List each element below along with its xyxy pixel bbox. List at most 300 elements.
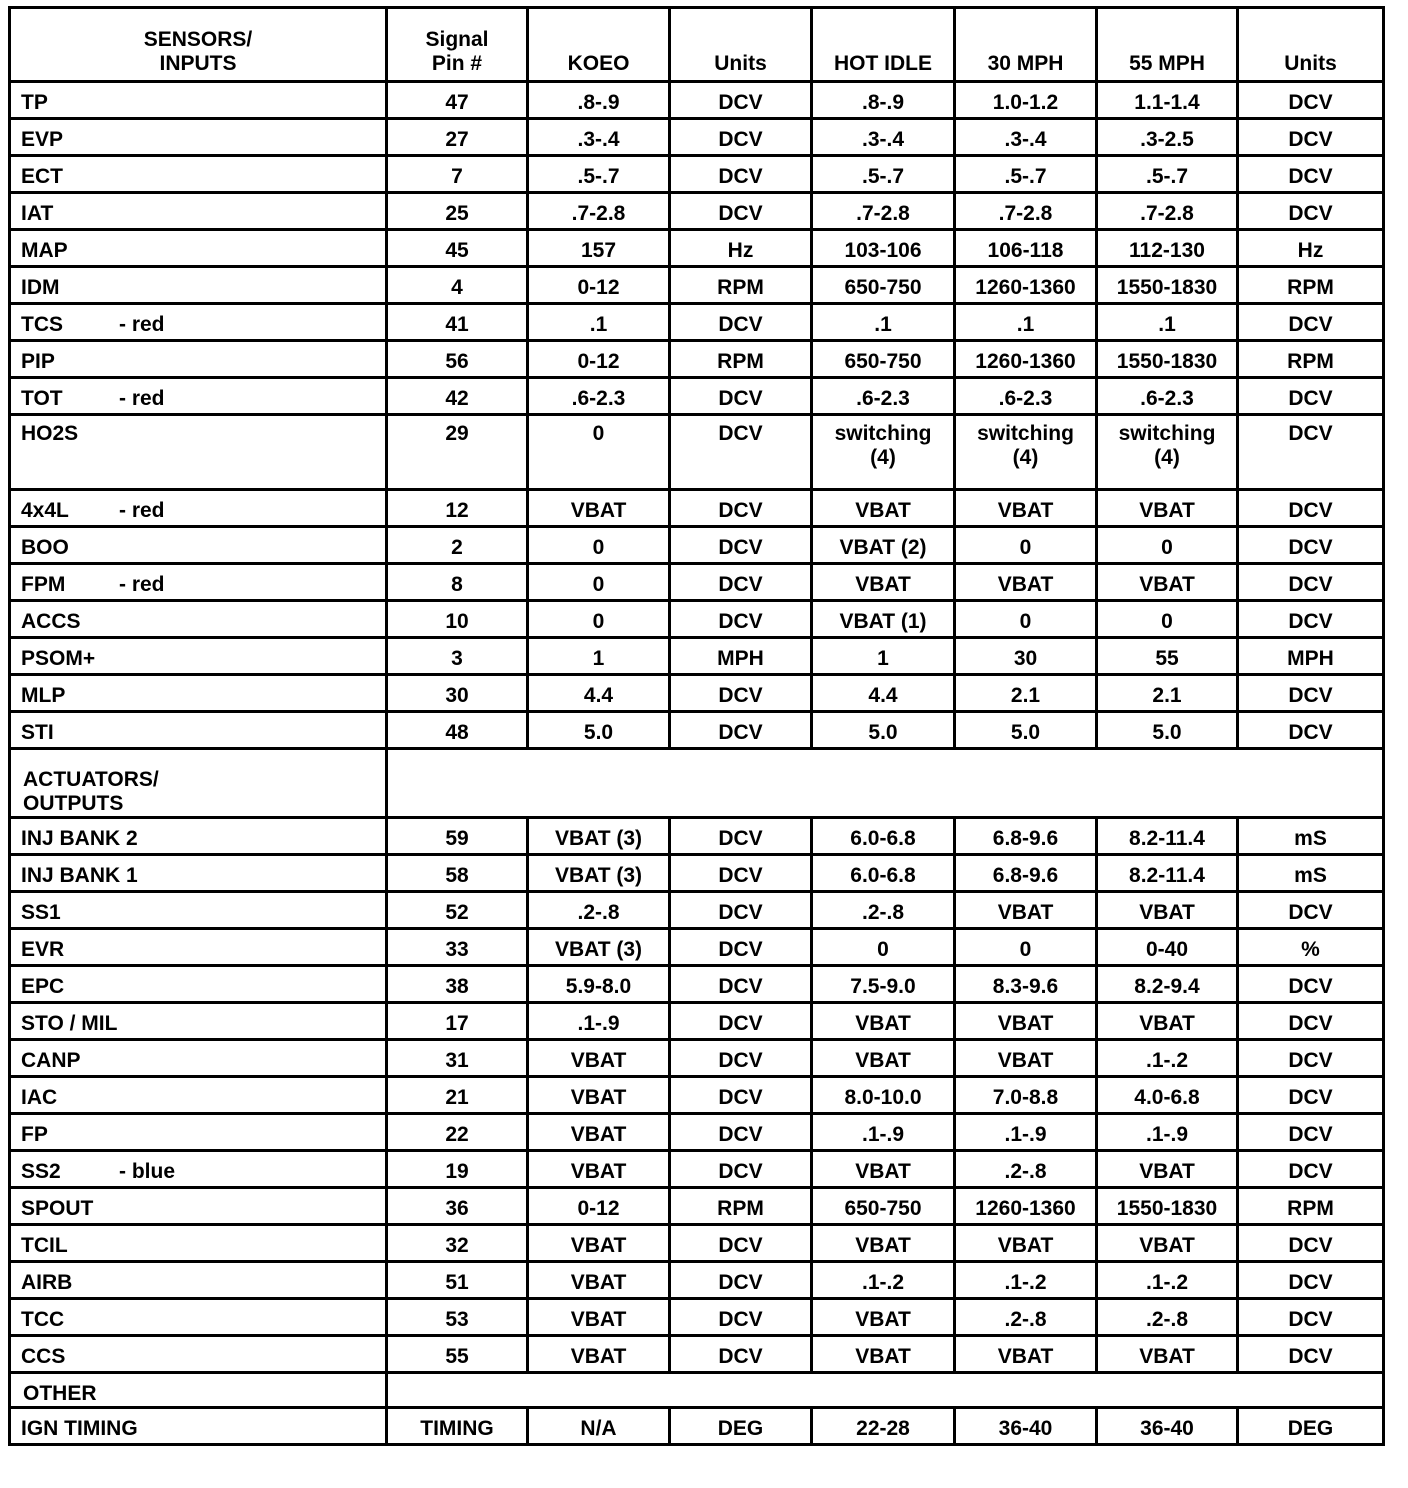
header-koeo: KOEO (528, 8, 670, 82)
signal-pin: 22 (387, 1114, 528, 1151)
section-blank-cell (387, 1373, 1384, 1408)
units: DEG (670, 1408, 812, 1445)
koeo-value: .1 (528, 304, 670, 341)
signal-pin: 25 (387, 193, 528, 230)
hot-idle-value: 6.0-6.8 (812, 855, 955, 892)
signal-name (10, 601, 387, 638)
hot-idle-value: .2-.8 (812, 892, 955, 929)
30-mph-value: .6-2.3 (955, 378, 1097, 415)
55-mph-value: 55 (1097, 638, 1238, 675)
signal-name-label: SS1 (21, 901, 61, 924)
hot-idle-value: VBAT (812, 1299, 955, 1336)
signal-name-label: HO2S (21, 422, 79, 445)
hot-idle-value: VBAT (812, 1040, 955, 1077)
30-mph-value: 2.1 (955, 675, 1097, 712)
signal-name (10, 1225, 387, 1262)
table-row (10, 82, 1384, 119)
signal-name-label: INJ BANK 2 (21, 827, 138, 850)
signal-pin: 36 (387, 1188, 528, 1225)
hot-idle-value: .1-.9 (812, 1114, 955, 1151)
table-row (10, 341, 1384, 378)
table-row (10, 1188, 1384, 1225)
koeo-value: VBAT (528, 1040, 670, 1077)
signal-name (10, 82, 387, 119)
table-row (10, 230, 1384, 267)
55-mph-value: 8.2-11.4 (1097, 818, 1238, 855)
signal-name (10, 1114, 387, 1151)
wire-color-note: - red (119, 313, 165, 336)
header-30-mph: 30 MPH (955, 8, 1097, 82)
signal-name-label: SS2 (21, 1160, 61, 1183)
55-mph-value: 2.1 (1097, 675, 1238, 712)
55-mph-value: 1550-1830 (1097, 341, 1238, 378)
units-2: DCV (1238, 1114, 1384, 1151)
hot-idle-value: 8.0-10.0 (812, 1077, 955, 1114)
koeo-value: 1 (528, 638, 670, 675)
units-2: DCV (1238, 415, 1384, 490)
hot-idle-value: VBAT (812, 1225, 955, 1262)
header-units: Units (670, 8, 812, 82)
hot-idle-value: .1-.2 (812, 1262, 955, 1299)
wire-color-note: - blue (119, 1160, 175, 1183)
units: DCV (670, 966, 812, 1003)
units-2: DCV (1238, 1003, 1384, 1040)
30-mph-value: 0 (955, 929, 1097, 966)
signal-name (10, 638, 387, 675)
signal-pin: 3 (387, 638, 528, 675)
koeo-value: VBAT (528, 1151, 670, 1188)
signal-name-label: IDM (21, 276, 60, 299)
30-mph-value: .3-.4 (955, 119, 1097, 156)
units: DCV (670, 1114, 812, 1151)
30-mph-value: 0 (955, 601, 1097, 638)
header-55-mph: 55 MPH (1097, 8, 1238, 82)
hot-idle-value: .7-2.8 (812, 193, 955, 230)
signal-name (10, 564, 387, 601)
55-mph-value: .1 (1097, 304, 1238, 341)
units: DCV (670, 527, 812, 564)
signal-pin: 12 (387, 490, 528, 527)
signal-name (10, 1262, 387, 1299)
signal-pin: 32 (387, 1225, 528, 1262)
signal-name-label: TCS (21, 313, 63, 336)
units: DCV (670, 1151, 812, 1188)
units-2: DCV (1238, 82, 1384, 119)
30-mph-value: 0 (955, 527, 1097, 564)
section-blank-cell (387, 749, 1384, 818)
section-heading: OTHER (10, 1373, 387, 1408)
units-2: DCV (1238, 1151, 1384, 1188)
signal-pin: 29 (387, 415, 528, 490)
signal-name-label: 4x4L (21, 499, 69, 522)
signal-pin: 52 (387, 892, 528, 929)
pinout-spec-table (8, 6, 1385, 1446)
30-mph-value: 7.0-8.8 (955, 1077, 1097, 1114)
table-row (10, 712, 1384, 749)
hot-idle-value: VBAT (812, 564, 955, 601)
koeo-value: VBAT (528, 490, 670, 527)
table-row (10, 966, 1384, 1003)
signal-pin: 58 (387, 855, 528, 892)
signal-name (10, 527, 387, 564)
koeo-value: .1-.9 (528, 1003, 670, 1040)
55-mph-value: .1-.2 (1097, 1262, 1238, 1299)
signal-name-label: ACCS (21, 610, 81, 633)
table-row (10, 1040, 1384, 1077)
units-2: RPM (1238, 1188, 1384, 1225)
30-mph-value: VBAT (955, 490, 1097, 527)
signal-pin: 21 (387, 1077, 528, 1114)
table-row (10, 267, 1384, 304)
units-2: DCV (1238, 1225, 1384, 1262)
units-2: DCV (1238, 1077, 1384, 1114)
signal-name-label: STO / MIL (21, 1012, 118, 1035)
55-mph-value: VBAT (1097, 1336, 1238, 1373)
signal-pin: 8 (387, 564, 528, 601)
30-mph-value: .1-.2 (955, 1262, 1097, 1299)
units: DCV (670, 1225, 812, 1262)
hot-idle-value: VBAT (812, 490, 955, 527)
koeo-value: 5.0 (528, 712, 670, 749)
table-row (10, 601, 1384, 638)
table-row (10, 1114, 1384, 1151)
30-mph-value: 8.3-9.6 (955, 966, 1097, 1003)
koeo-value: VBAT (3) (528, 855, 670, 892)
signal-name-label: CANP (21, 1049, 81, 1072)
30-mph-value: 6.8-9.6 (955, 818, 1097, 855)
55-mph-value: VBAT (1097, 1003, 1238, 1040)
30-mph-value: 1260-1360 (955, 1188, 1097, 1225)
units: DCV (670, 818, 812, 855)
signal-name-label: PIP (21, 350, 55, 373)
signal-name (10, 1003, 387, 1040)
hot-idle-value: 22-28 (812, 1408, 955, 1445)
55-mph-value: 0 (1097, 527, 1238, 564)
55-mph-value: .5-.7 (1097, 156, 1238, 193)
units-2: RPM (1238, 267, 1384, 304)
spec-sheet (8, 6, 1382, 1446)
units-2: DCV (1238, 304, 1384, 341)
signal-name (10, 1077, 387, 1114)
signal-pin: 30 (387, 675, 528, 712)
units-2: DCV (1238, 193, 1384, 230)
koeo-value: VBAT (528, 1262, 670, 1299)
header-units-2: Units (1238, 8, 1384, 82)
55-mph-value: 8.2-9.4 (1097, 966, 1238, 1003)
units: DCV (670, 712, 812, 749)
table-row (10, 304, 1384, 341)
30-mph-value: 30 (955, 638, 1097, 675)
55-mph-value: 36-40 (1097, 1408, 1238, 1445)
header-sensors-inputs: SENSORS/ INPUTS (10, 8, 387, 82)
units-2: DCV (1238, 601, 1384, 638)
55-mph-value: 0-40 (1097, 929, 1238, 966)
wire-color-note: - red (119, 573, 165, 596)
table-row (10, 156, 1384, 193)
table-row (10, 1151, 1384, 1188)
header-row (10, 8, 1384, 82)
signal-pin: 10 (387, 601, 528, 638)
signal-name (10, 304, 387, 341)
koeo-value: VBAT (528, 1299, 670, 1336)
wire-color-note: - red (119, 499, 165, 522)
signal-name (10, 156, 387, 193)
table-row (10, 892, 1384, 929)
30-mph-value: VBAT (955, 564, 1097, 601)
55-mph-value: 1550-1830 (1097, 267, 1238, 304)
table-row (10, 1299, 1384, 1336)
signal-name (10, 1151, 387, 1188)
units: DCV (670, 490, 812, 527)
hot-idle-value: 103-106 (812, 230, 955, 267)
signal-pin: 4 (387, 267, 528, 304)
55-mph-value: .1-.2 (1097, 1040, 1238, 1077)
header-hot-idle: HOT IDLE (812, 8, 955, 82)
units: DCV (670, 1040, 812, 1077)
signal-name-label: STI (21, 721, 54, 744)
koeo-value: VBAT (528, 1077, 670, 1114)
signal-name-label: PSOM+ (21, 647, 96, 670)
signal-name-label: SPOUT (21, 1197, 94, 1220)
table-row (10, 1408, 1384, 1445)
hot-idle-value: VBAT (2) (812, 527, 955, 564)
units-2: RPM (1238, 341, 1384, 378)
koeo-value: 5.9-8.0 (528, 966, 670, 1003)
signal-name (10, 1336, 387, 1373)
30-mph-value: 1260-1360 (955, 267, 1097, 304)
table-row (10, 1077, 1384, 1114)
55-mph-value: VBAT (1097, 1225, 1238, 1262)
30-mph-value: 1260-1360 (955, 341, 1097, 378)
signal-name-label: TP (21, 91, 48, 114)
hot-idle-value: VBAT (812, 1003, 955, 1040)
units: DCV (670, 378, 812, 415)
signal-pin: TIMING (387, 1408, 528, 1445)
units-2: DCV (1238, 1040, 1384, 1077)
table-row (10, 415, 1384, 490)
signal-pin: 45 (387, 230, 528, 267)
koeo-value: .7-2.8 (528, 193, 670, 230)
30-mph-value: switching (4) (955, 415, 1097, 490)
units: DCV (670, 675, 812, 712)
units: RPM (670, 341, 812, 378)
30-mph-value: .7-2.8 (955, 193, 1097, 230)
units: DCV (670, 304, 812, 341)
signal-name (10, 415, 387, 490)
units: DCV (670, 1262, 812, 1299)
table-row (10, 490, 1384, 527)
units-2: Hz (1238, 230, 1384, 267)
table-row (10, 638, 1384, 675)
units-2: DCV (1238, 1336, 1384, 1373)
55-mph-value: .7-2.8 (1097, 193, 1238, 230)
55-mph-value: 112-130 (1097, 230, 1238, 267)
koeo-value: VBAT (3) (528, 818, 670, 855)
units: DCV (670, 564, 812, 601)
signal-pin: 51 (387, 1262, 528, 1299)
table-row (10, 527, 1384, 564)
30-mph-value: VBAT (955, 1336, 1097, 1373)
signal-pin: 17 (387, 1003, 528, 1040)
signal-name (10, 193, 387, 230)
units-2: DCV (1238, 119, 1384, 156)
30-mph-value: .2-.8 (955, 1151, 1097, 1188)
signal-pin: 42 (387, 378, 528, 415)
55-mph-value: switching (4) (1097, 415, 1238, 490)
table-row (10, 1003, 1384, 1040)
signal-name-label: FPM (21, 573, 66, 596)
signal-name-label: AIRB (21, 1271, 73, 1294)
table-row (10, 818, 1384, 855)
signal-name (10, 675, 387, 712)
hot-idle-value: 6.0-6.8 (812, 818, 955, 855)
signal-name-label: CCS (21, 1345, 66, 1368)
units: DCV (670, 119, 812, 156)
55-mph-value: 0 (1097, 601, 1238, 638)
signal-name-label: IAC (21, 1086, 58, 1109)
signal-pin: 55 (387, 1336, 528, 1373)
signal-pin: 2 (387, 527, 528, 564)
table-row (10, 1225, 1384, 1262)
units: DCV (670, 855, 812, 892)
units: DCV (670, 415, 812, 490)
units: RPM (670, 1188, 812, 1225)
units-2: DCV (1238, 1299, 1384, 1336)
55-mph-value: 5.0 (1097, 712, 1238, 749)
table-row (10, 193, 1384, 230)
30-mph-value: 6.8-9.6 (955, 855, 1097, 892)
koeo-value: 0-12 (528, 267, 670, 304)
hot-idle-value: 650-750 (812, 341, 955, 378)
55-mph-value: .6-2.3 (1097, 378, 1238, 415)
table-row (10, 1262, 1384, 1299)
hot-idle-value: .6-2.3 (812, 378, 955, 415)
units: DCV (670, 82, 812, 119)
hot-idle-value: 650-750 (812, 1188, 955, 1225)
koeo-value: .8-.9 (528, 82, 670, 119)
signal-pin: 19 (387, 1151, 528, 1188)
signal-name-label: FP (21, 1123, 48, 1146)
table-row (10, 564, 1384, 601)
signal-name (10, 1408, 387, 1445)
55-mph-value: VBAT (1097, 564, 1238, 601)
section-row (10, 749, 1384, 818)
units-2: DCV (1238, 378, 1384, 415)
signal-name (10, 966, 387, 1003)
units: DCV (670, 1336, 812, 1373)
hot-idle-value: .3-.4 (812, 119, 955, 156)
units-2: DCV (1238, 712, 1384, 749)
koeo-value: 0-12 (528, 341, 670, 378)
55-mph-value: .1-.9 (1097, 1114, 1238, 1151)
signal-name (10, 119, 387, 156)
30-mph-value: VBAT (955, 1225, 1097, 1262)
55-mph-value: 4.0-6.8 (1097, 1077, 1238, 1114)
units: DCV (670, 156, 812, 193)
signal-pin: 38 (387, 966, 528, 1003)
units: DCV (670, 929, 812, 966)
units: DCV (670, 892, 812, 929)
signal-name (10, 1188, 387, 1225)
signal-pin: 7 (387, 156, 528, 193)
hot-idle-value: 650-750 (812, 267, 955, 304)
signal-name (10, 267, 387, 304)
signal-pin: 27 (387, 119, 528, 156)
hot-idle-value: .5-.7 (812, 156, 955, 193)
units-2: DEG (1238, 1408, 1384, 1445)
units-2: % (1238, 929, 1384, 966)
55-mph-value: 1550-1830 (1097, 1188, 1238, 1225)
30-mph-value: .5-.7 (955, 156, 1097, 193)
signal-pin: 33 (387, 929, 528, 966)
signal-pin: 47 (387, 82, 528, 119)
units: Hz (670, 230, 812, 267)
signal-name (10, 490, 387, 527)
30-mph-value: .2-.8 (955, 1299, 1097, 1336)
units-2: DCV (1238, 156, 1384, 193)
koeo-value: 0 (528, 564, 670, 601)
signal-name-label: EPC (21, 975, 65, 998)
signal-pin: 31 (387, 1040, 528, 1077)
hot-idle-value: 4.4 (812, 675, 955, 712)
signal-name (10, 929, 387, 966)
signal-pin: 56 (387, 341, 528, 378)
section-row (10, 1373, 1384, 1408)
signal-pin: 53 (387, 1299, 528, 1336)
section-heading: ACTUATORS/ OUTPUTS (10, 749, 387, 818)
units: DCV (670, 601, 812, 638)
30-mph-value: VBAT (955, 1040, 1097, 1077)
30-mph-value: 5.0 (955, 712, 1097, 749)
signal-name-label: BOO (21, 536, 69, 559)
units: DCV (670, 1003, 812, 1040)
units-2: DCV (1238, 527, 1384, 564)
units: DCV (670, 1077, 812, 1114)
hot-idle-value: 0 (812, 929, 955, 966)
units-2: MPH (1238, 638, 1384, 675)
header-signal-pin: Signal Pin # (387, 8, 528, 82)
55-mph-value: VBAT (1097, 490, 1238, 527)
signal-name-label: ECT (21, 165, 63, 188)
units-2: mS (1238, 855, 1384, 892)
signal-pin: 59 (387, 818, 528, 855)
signal-name-label: MAP (21, 239, 68, 262)
signal-pin: 48 (387, 712, 528, 749)
table-row (10, 675, 1384, 712)
signal-name-label: TCC (21, 1308, 65, 1331)
koeo-value: .3-.4 (528, 119, 670, 156)
units: MPH (670, 638, 812, 675)
koeo-value: 0 (528, 415, 670, 490)
signal-name-label: TCIL (21, 1234, 68, 1257)
koeo-value: VBAT (528, 1114, 670, 1151)
signal-name-label: IGN TIMING (21, 1417, 138, 1440)
hot-idle-value: switching (4) (812, 415, 955, 490)
koeo-value: VBAT (528, 1336, 670, 1373)
koeo-value: N/A (528, 1408, 670, 1445)
hot-idle-value: VBAT (812, 1336, 955, 1373)
55-mph-value: 8.2-11.4 (1097, 855, 1238, 892)
55-mph-value: .3-2.5 (1097, 119, 1238, 156)
units-2: DCV (1238, 564, 1384, 601)
units: DCV (670, 1299, 812, 1336)
units-2: DCV (1238, 490, 1384, 527)
units: DCV (670, 193, 812, 230)
koeo-value: 4.4 (528, 675, 670, 712)
signal-name (10, 1299, 387, 1336)
hot-idle-value: 1 (812, 638, 955, 675)
koeo-value: .6-2.3 (528, 378, 670, 415)
